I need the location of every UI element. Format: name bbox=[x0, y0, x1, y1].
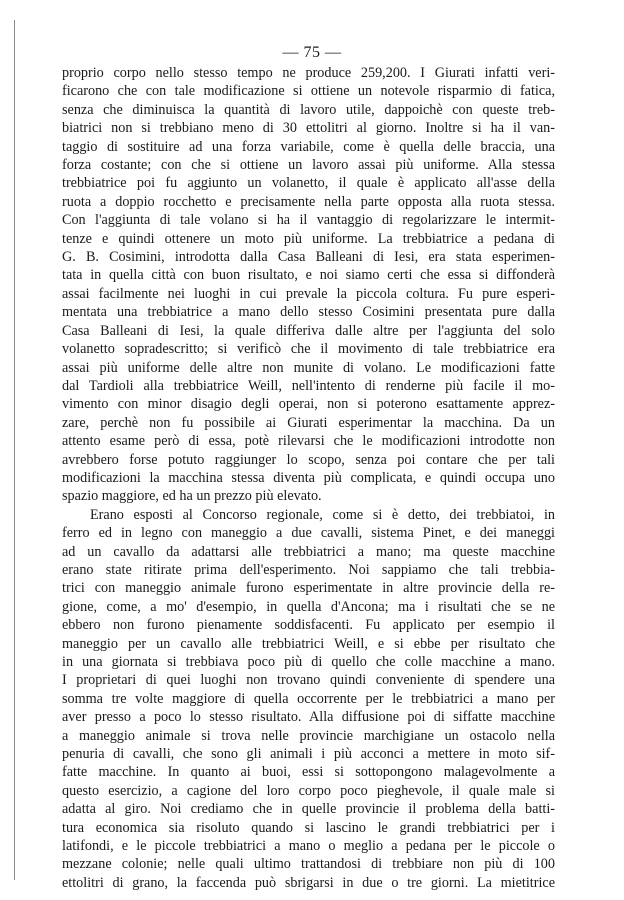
text-line: G. B. Cosimini, introdotta dalla Casa Balleani di Iesi, era stata esperimen- bbox=[62, 249, 555, 266]
text-line: spazio maggiore, ed ha un prezzo più elevato. bbox=[62, 488, 322, 505]
text-line: trebbiatrice poi fu aggiunto un volanetto, il quale è applicato all'asse della bbox=[62, 175, 555, 192]
text-line: ad un cavallo da adattarsi alle trebbiatrici a mano; ma queste macchine bbox=[62, 543, 555, 560]
text-line: penuria di cavalli, che sono gli animali i più acconci a mettere in moto sif- bbox=[62, 746, 555, 763]
text-line: taggio di sostituire ad una forza variabile, come è quella delle braccia, una bbox=[62, 138, 555, 155]
paragraph bbox=[62, 64, 555, 506]
page-number: — 75 — bbox=[282, 44, 342, 61]
text-line: somma tre volte maggiore di quella occorrente per le trebbiatrici a mano per bbox=[62, 690, 555, 707]
text-line: fatte macchine. In quanto ai buoi, essi si sottopongono malagevolmente a bbox=[62, 764, 555, 781]
text-line: dal Tardioli alla trebbiatrice Weill, nell'intento di renderne più facile il mo- bbox=[62, 377, 555, 394]
text-line: Con l'aggiunta di tale volano si ha il vantaggio di regolarizzare le intermit- bbox=[62, 212, 555, 229]
text-line: tata in quella città con buon risultato, e noi siamo certi che essa si diffonderà bbox=[62, 267, 555, 284]
text-line: assai più uniforme delle altre non munite di volano. Le modificazioni fatte bbox=[62, 359, 555, 376]
text-line: forza costante; con che si ottiene un lavoro assai più uniforme. Alla stessa bbox=[62, 157, 555, 174]
text-line: in una giornata si trebbiava poco più di quello che colle macchine a mano. bbox=[62, 654, 555, 670]
text-line: senza che diminuisca la quantità di lavoro utile, dappoichè con queste treb- bbox=[62, 101, 555, 118]
text-line: tenze e quindi ottenere un moto più uniforme. La trebbiatrice a pedana di bbox=[62, 230, 555, 247]
paragraph bbox=[62, 506, 555, 893]
text-line: ettolitri di grano, la faccenda può sbrigarsi in due o tre giorni. La mietitrice bbox=[62, 874, 555, 891]
text-line: assai facilmente nei luoghi in cui prevale la piccola coltura. Fu pure esperi- bbox=[62, 285, 555, 302]
text-line: proprio corpo nello stesso tempo ne produce 259,200. I Giurati infatti veri- bbox=[62, 65, 555, 81]
text-line: Erano esposti al Concorso regionale, come si è detto, dei trebbiatoi, in bbox=[90, 506, 555, 523]
text-line: modificazioni la macchina stessa diventa più complicata, e quindi occupa uno bbox=[62, 469, 555, 486]
text-line: adatta al giro. Noi crediamo che in quelle provincie il problema della batti- bbox=[62, 801, 555, 818]
text-line: vimento con minor disagio degli operai, non si poterono esattamente apprez- bbox=[62, 396, 555, 413]
text-line: ruota a doppio rocchetto e precisamente nella parte opposta alla ruota stessa. bbox=[62, 193, 555, 210]
text-line: mentata una trebbiatrice a mano dello stesso Cosimini presentata pure dalla bbox=[62, 304, 555, 321]
binding-edge bbox=[14, 20, 15, 880]
text-line: volanetto sopradescritto; si verificò che il movimento di tale trebbiatrice era bbox=[62, 341, 555, 358]
text-line: questo esercizio, a cagione del loro corpo poco pieghevole, il quale male si bbox=[62, 782, 555, 799]
text-line: gione, come, a mo' d'esempio, in quella d'Ancona; ma i risultati che se ne bbox=[62, 598, 555, 615]
text-line: aver presso a poco lo stesso risultato. Alla diffusione poi di siffatte macchine bbox=[62, 709, 555, 726]
text-line: biatrici non si trebbiano meno di 30 ettolitri al giorno. Inoltre si ha il van- bbox=[62, 120, 555, 137]
text-line: ebbero non furono pienamente soddisfacenti. Fu applicato per esempio il bbox=[62, 617, 555, 634]
text-line: Casa Balleani di Iesi, la quale differiva dalle altre per l'aggiunta del solo bbox=[62, 322, 555, 339]
text-line: maneggio per un cavallo alle trebbiatrici Weill, e si ebbe per risultato che bbox=[62, 635, 555, 652]
text-line: a maneggio animale si trova nelle provincie marchigiane un ostacolo nella bbox=[62, 727, 555, 744]
text-line: I proprietari di quei luoghi non trovano quindi conveniente di spendere una bbox=[62, 672, 555, 689]
text-line: latifondi, e le piccole trebbiatrici a mano o meglio a pedana per le piccole o bbox=[62, 838, 555, 855]
text-line: attento esame però di essa, potè rilevarsi che le modificazioni introdotte non bbox=[62, 433, 555, 450]
text-line: erano state ritirate prima dell'esperimento. Noi sappiamo che tali trebbia- bbox=[62, 561, 555, 578]
text-line: ficarono che con tale modificazione si ottiene un notevole risparmio di fatica, bbox=[62, 83, 555, 100]
text-line: zare, perchè non fu possibile ai Giurati esperimentar la macchina. Da un bbox=[62, 414, 555, 431]
body-text bbox=[62, 64, 555, 892]
text-line: tura economica sia risoluto quando si lascino le grandi trebbiatrici per i bbox=[62, 819, 555, 836]
text-line: avrebbero forse potuto raggiunger lo scopo, senza poi contare che per tali bbox=[62, 451, 555, 468]
text-line: mezzane colonie; nelle quali ultimo trattandosi di trebbiare non più di 100 bbox=[62, 856, 555, 873]
text-line: ferro ed in legno con maneggio a due cavalli, sistema Pinet, e dei maneggi bbox=[62, 525, 555, 542]
text-line: trici con maneggio animale furono esperimentate in altre provincie della re- bbox=[62, 580, 555, 597]
